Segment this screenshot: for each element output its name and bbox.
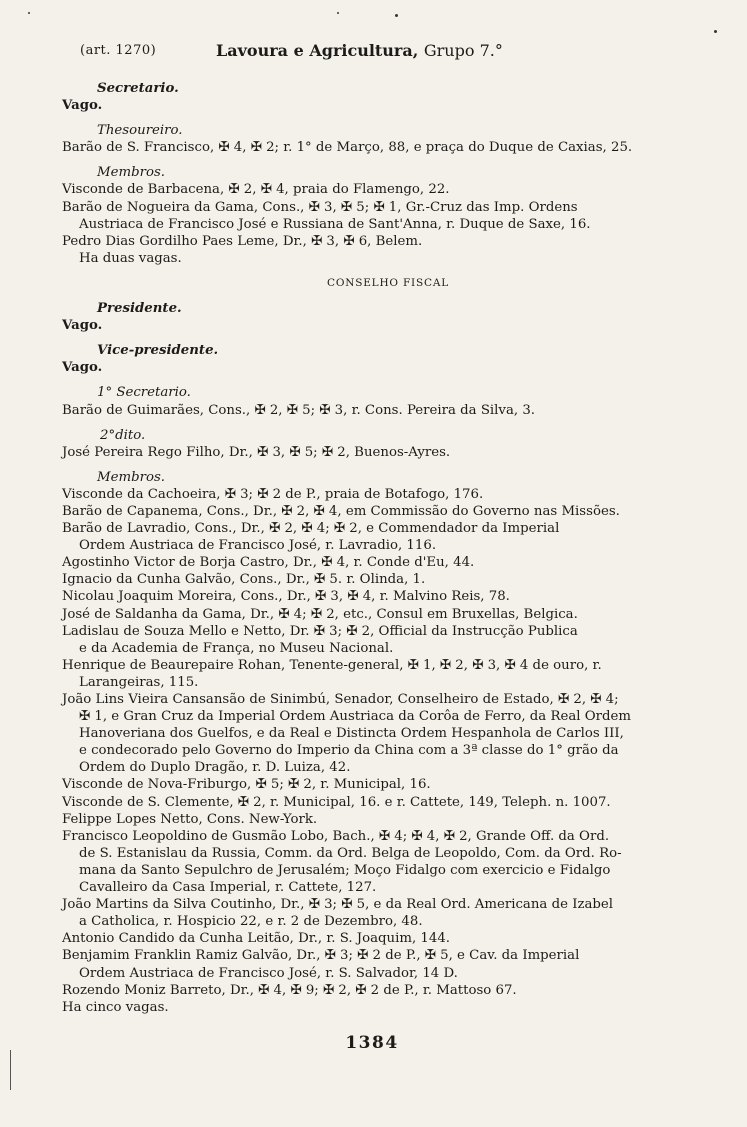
print-speck [28,12,30,14]
entry-continuation: Ordem do Duplo Dragão, r. D. Luiza, 42. [79,760,351,776]
entry-continuation: Larangeiras, 115. [79,674,199,690]
section-heading: 2°dito. [100,427,146,443]
print-speck [337,12,339,14]
header-group: Grupo 7.° [423,41,503,60]
entry-line: Barão de Guimarães, Cons., ✠ 2, ✠ 5; ✠ 3, r. Cons. Pereira da Silva, 3. [62,402,536,418]
entry-line: Felippe Lopes Netto, Cons. New-York. [62,811,318,827]
section-heading: 1° Secretario. [97,385,191,401]
section-heading: Presidente. [97,301,182,317]
section-heading: Vice-presidente. [97,343,219,359]
entry-continuation: e da Academia de França, no Museu Nacional. [79,640,394,656]
section-heading: Thesoureiro. [97,123,183,139]
entry-line: Vago. [62,318,103,334]
entry-continuation: de S. Estanislau da Russia, Comm. da Ord. Belga de Leopoldo, Com. da Ord. Ro- [79,845,622,861]
entry-line: Barão de S. Francisco, ✠ 4, ✠ 2; r. 1° de Março, 88, e praça do Duque de Caxias, 25. [62,140,633,156]
entry-line: João Lins Vieira Cansansão de Sinimbú, Senador, Conselheiro de Estado, ✠ 2, ✠ 4; [62,692,619,707]
entry-line: Barão de Nogueira da Gama, Cons., ✠ 3, ✠ 5; ✠ 1, Gr.-Cruz das Imp. Ordens [62,199,578,215]
entry-line: Barão de Capanema, Cons., Dr., ✠ 2, ✠ 4, em Commissão do Governo nas Missões. [62,503,620,519]
entry-line: Rozendo Moniz Barreto, Dr., ✠ 4, ✠ 9; ✠ 2, ✠ 2 de P., r. Mattoso 67. [62,982,517,998]
entry-continuation: mana da Santo Sepulchro de Jerusalém; Moço Fidalgo com exercicio e Fidalgo [79,862,611,878]
directory-listing [62,80,694,1016]
header-article-number: (art. 1270) [80,43,157,58]
entry-line: José de Saldanha da Gama, Dr., ✠ 4; ✠ 2, etc., Consul em Bruxellas, Belgica. [62,606,578,622]
entry-line: Visconde de Barbacena, ✠ 2, ✠ 4, praia do Flamengo, 22. [62,182,450,198]
entry-continuation: Ordem Austriaca de Francisco José, r. Lavradio, 116. [79,538,437,554]
entry-continuation: Cavalleiro da Casa Imperial, r. Cattete, 127. [79,880,377,896]
print-speck [714,30,717,33]
entry-line: Ignacio da Cunha Galvão, Cons., Dr., ✠ 5. r. Olinda, 1. [62,572,426,588]
entry-line: Visconde de Nova-Friburgo, ✠ 5; ✠ 2, r. Municipal, 16. [62,777,431,793]
entry-line: Barão de Lavradio, Cons., Dr., ✠ 2, ✠ 4; ✠ 2, e Commendador da Imperial [62,521,560,537]
header-title [216,41,503,60]
entry-line: Visconde da Cachoeira, ✠ 3; ✠ 2 de P., praia de Botafogo, 176. [62,486,484,502]
print-speck [395,14,398,17]
entry-line: João Martins da Silva Coutinho, Dr., ✠ 3; ✠ 5, e da Real Ord. Americana de Izabel [62,897,614,913]
entry-line: Francisco Leopoldino de Gusmão Lobo, Bach., ✠ 4; ✠ 4, ✠ 2, Grande Off. da Ord. [62,828,610,844]
entry-continuation: e condecorado pelo Governo do Imperio da China com a 3ª classe do 1° grão da [79,743,619,759]
section-heading: Membros. [97,469,166,485]
page-number: 1384 [345,1033,399,1053]
entry-line: Nicolau Joaquim Moreira, Cons., Dr., ✠ 3, ✠ 4, r. Malvino Reis, 78. [62,589,510,605]
entry-line: Henrique de Beaurepaire Rohan, Tenente-general, ✠ 1, ✠ 2, ✠ 3, ✠ 4 de ouro, r. [62,657,602,673]
entry-continuation: Austriaca de Francisco José e Russiana de Sant'Anna, r. Duque de Saxe, 16. [79,216,591,232]
entry-line: Vago. [62,98,103,114]
entry-line: José Pereira Rego Filho, Dr., ✠ 3, ✠ 5; ✠ 2, Buenos-Ayres. [62,444,451,460]
section-heading: Membros. [97,165,166,181]
entry-continuation: a Catholica, r. Hospicio 22, e r. 2 de Dezembro, 48. [79,914,423,930]
entry-line: Benjamim Franklin Ramiz Galvão, Dr., ✠ 3; ✠ 2 de P., ✠ 5, e Cav. da Imperial [62,948,580,964]
entry-line: Visconde de S. Clemente, ✠ 2, r. Municipal, 16. e r. Cattete, 149, Teleph. n. 1007. [62,794,611,810]
entry-line: Antonio Candido da Cunha Leitão, Dr., r. S. Joaquim, 144. [62,931,451,947]
page-edge-mark [10,1050,11,1090]
entry-line: Ladislau de Souza Mello e Netto, Dr. ✠ 3; ✠ 2, Official da Instrucção Publica [62,623,578,639]
running-header [80,41,680,63]
header-title-text: Lavoura e Agricultura, [216,41,419,60]
entry-line: Vago. [62,360,103,376]
entry-continuation: ✠ 1, e Gran Cruz da Imperial Ordem Austriaca da Corôa de Ferro, da Real Ordem [79,709,631,725]
section-title-conselho-fiscal: CONSELHO FISCAL [327,276,449,289]
entry-line: Ha cinco vagas. [62,999,169,1015]
section-heading: Secretario. [97,81,179,96]
entry-line: Agostinho Victor de Borja Castro, Dr., ✠ 4, r. Conde d'Eu, 44. [62,555,475,571]
entry-continuation: Hanoveriana dos Guelfos, e da Real e Distincta Ordem Hespanhola de Carlos III, [79,726,624,742]
entry-line: Ha duas vagas. [79,250,182,266]
entry-line: Pedro Dias Gordilho Paes Leme, Dr., ✠ 3, ✠ 6, Belem. [62,233,423,249]
entry-continuation: Ordem Austriaca de Francisco José, r. S. Salvador, 14 D. [79,965,458,981]
